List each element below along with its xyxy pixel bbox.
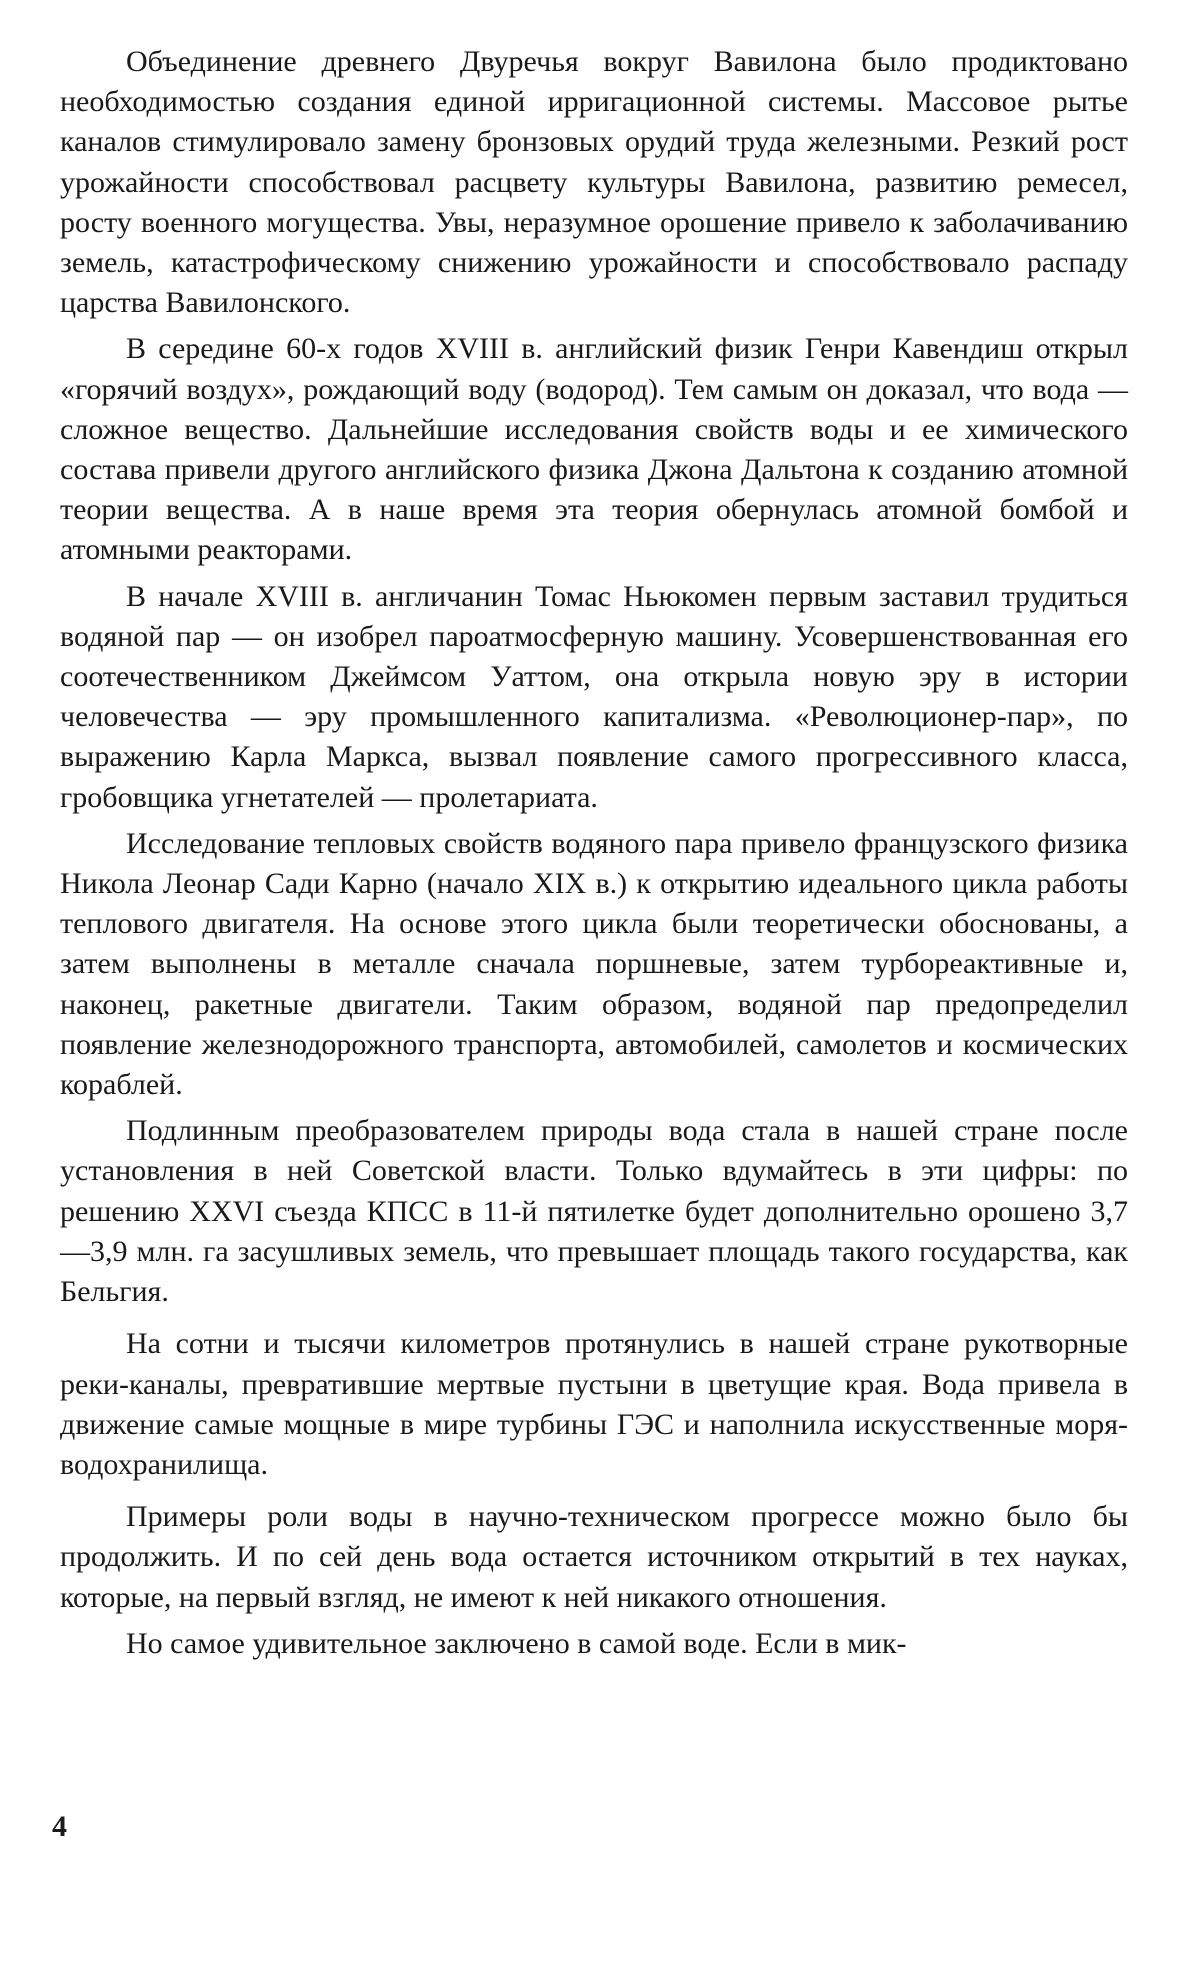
paragraph-newcomen-steam: В начале XVIII в. англичанин Томас Ньюкомен первым заставил трудиться водяной пар — он изобрел пароатмосферную машину. Усовершенствованная его соотечественником Джеймсом Уаттом, она открыла новую эру в истории человечества — эру промышленного капитализма. «Революционер-пар», по выражению Карла Маркса, вызвал появление самого прогрессивного класса, гробовщика угнетателей — пролетариата. xyxy=(60,579,1128,814)
paragraph-babylon-irrigation: Объединение древнего Двуречья вокруг Вавилона было продиктовано необходимостью создания единой ирригационной системы. Массовое рытье каналов стимулировало замену бронзовых орудий труда железными. Резкий рост урожайности способствовал расцвету культуры Вавилона, развитию ремесел, росту военного могущества. Увы, неразумное орошение привело к заболачиванию земель, катастрофическому снижению урожайности и способствовало распаду царства Вавилонского. xyxy=(60,45,1128,320)
paragraph-cavendish-hydrogen: В середине 60-х годов XVIII в. английский физик Генри Кавендиш открыл «горячий воздух», рождающий воду (водород). Тем самым он доказал, что вода — сложное вещество. Дальнейшие исследования свойств воды и ее химического состава привели другого английского физика Джона Дальтона к созданию атомной теории вещества. А в наше время эта теория обернулась атомной бомбой и атомными реакторами. xyxy=(60,332,1128,567)
page-number: 4 xyxy=(52,1810,67,1843)
paragraph-water-marvel: Но самое удивительное заключено в самой воде. Если в мик- xyxy=(126,1626,907,1660)
paragraph-scientific-progress: Примеры роли воды в научно-техническом прогрессе можно было бы продолжить. И по сей день вода остается источником открытий в тех науках, которые, на первый взгляд, не имеют к ней никакого отношения. xyxy=(60,1500,1128,1614)
page-body xyxy=(60,42,1128,1670)
paragraph-soviet-irrigation: Подлинным преобразователем природы вода стала в нашей стране после установления в ней Советской власти. Только вдумайтесь в эти цифры: по решению XXVI съезда КПСС в 11-й пятилетке будет дополнительно орошено 3,7—3,9 млн. га засушливых земель, что превышает площадь такого государства, как Бельгия. xyxy=(60,1114,1128,1309)
paragraph-canals-hydro: На сотни и тысячи километров протянулись в нашей стране рукотворные реки-каналы, превратившие мертвые пустыни в цветущие края. Вода привела в движение самые мощные в мире турбины ГЭС и наполнила искусственные моря-водохранилища. xyxy=(60,1327,1128,1481)
paragraph-carnot-cycle: Исследование тепловых свойств водяного пара привело французского физика Никола Леонар Сади Карно (начало XIX в.) к открытию идеального цикла работы теплового двигателя. На основе этого цикла были теоретически обоснованы, а затем выполнены в металле сначала поршневые, затем турбореактивные и, наконец, ракетные двигатели. Таким образом, водяной пар предопределил появление железнодорожного транспорта, автомобилей, самолетов и космических кораблей. xyxy=(60,826,1128,1102)
